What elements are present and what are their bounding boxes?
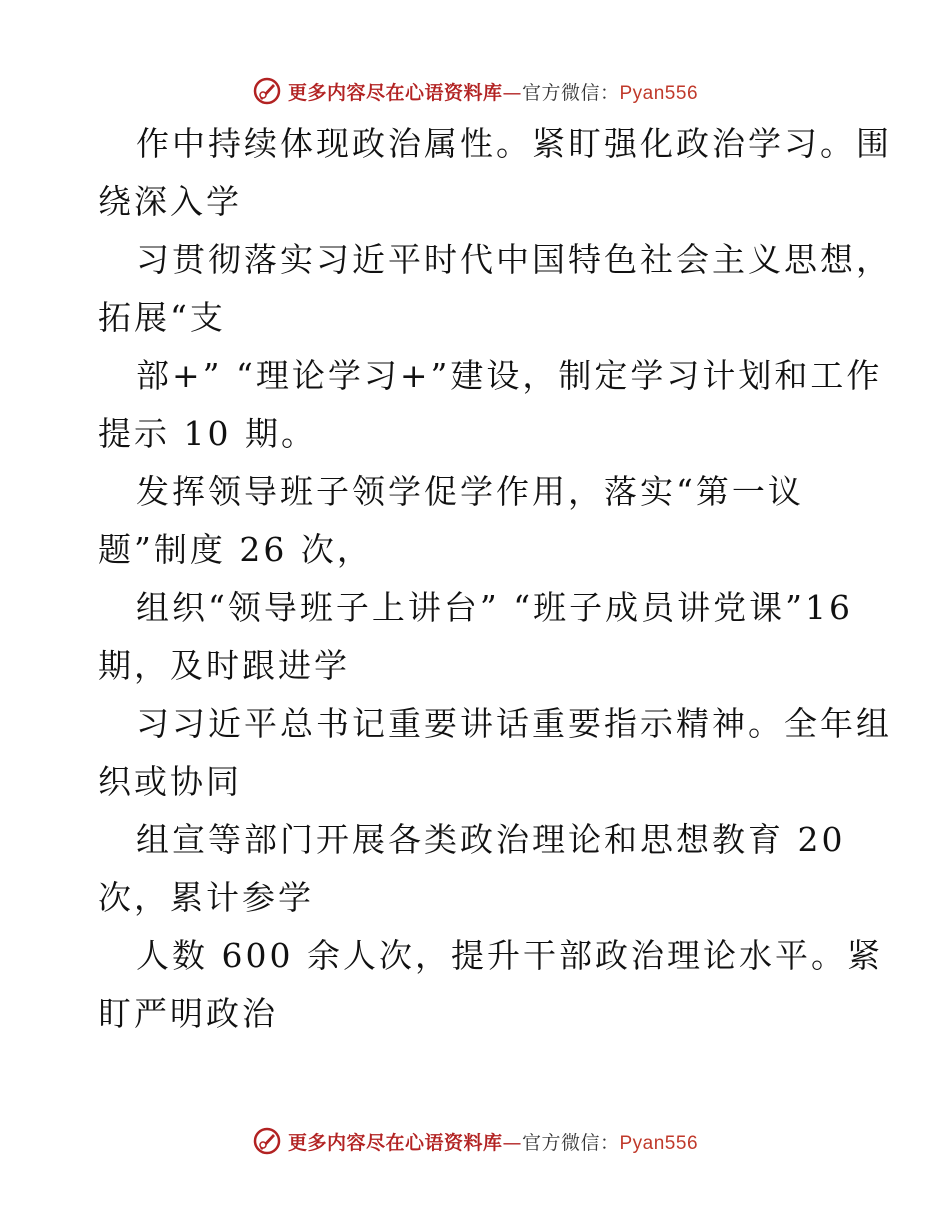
watermark-site-text: 更多内容尽在心语资料库 (287, 81, 503, 104)
watermark-contact-id: Pyan556 (619, 82, 699, 104)
text-line: 人数 600 余人次，提升干部政治理论水平。紧 (136, 936, 883, 975)
watermark-dash: — (502, 81, 522, 104)
watermark-contact-label: 官方微信： (521, 1131, 620, 1154)
text-line: 组宣等部门开展各类政治理论和思想教育 20 (136, 820, 846, 859)
text-line: 习贯彻落实习近平时代中国特色社会主义思想， (136, 240, 892, 279)
text-line: 习习近平总书记重要讲话重要指示精神。全年组 (136, 704, 892, 743)
text-line: 期，及时跟进学 (98, 646, 350, 685)
text-line: 提示 10 期。 (98, 414, 317, 453)
text-line: 拓展“支 (98, 298, 226, 337)
text-line: 次，累计参学 (98, 878, 314, 917)
text-line: 盯严明政治 (98, 994, 278, 1033)
text-line: 题”制度 26 次， (98, 530, 373, 569)
watermark-contact-id: Pyan556 (619, 1132, 699, 1154)
text-line: 组织“领导班子上讲台” “班子成员讲党课”16 (136, 588, 853, 627)
quill-logo-icon (252, 76, 282, 106)
text-line: 织或协同 (98, 762, 242, 801)
watermark-contact-label: 官方微信： (521, 81, 620, 104)
body-text (98, 115, 892, 1043)
text-line: 发挥领导班子领学促学作用，落实“第一议 (136, 472, 804, 511)
text-line: 部+” “理论学习+”建设，制定学习计划和工作 (136, 356, 883, 395)
text-line: 作中持续体现政治属性。紧盯强化政治学习。围 (136, 124, 892, 163)
watermark-dash: — (502, 1131, 522, 1154)
watermark-site-text: 更多内容尽在心语资料库 (287, 1131, 503, 1154)
header-watermark (0, 71, 950, 111)
quill-logo-icon (252, 1126, 282, 1156)
footer-watermark (0, 1121, 950, 1161)
text-line: 绕深入学 (98, 182, 242, 221)
